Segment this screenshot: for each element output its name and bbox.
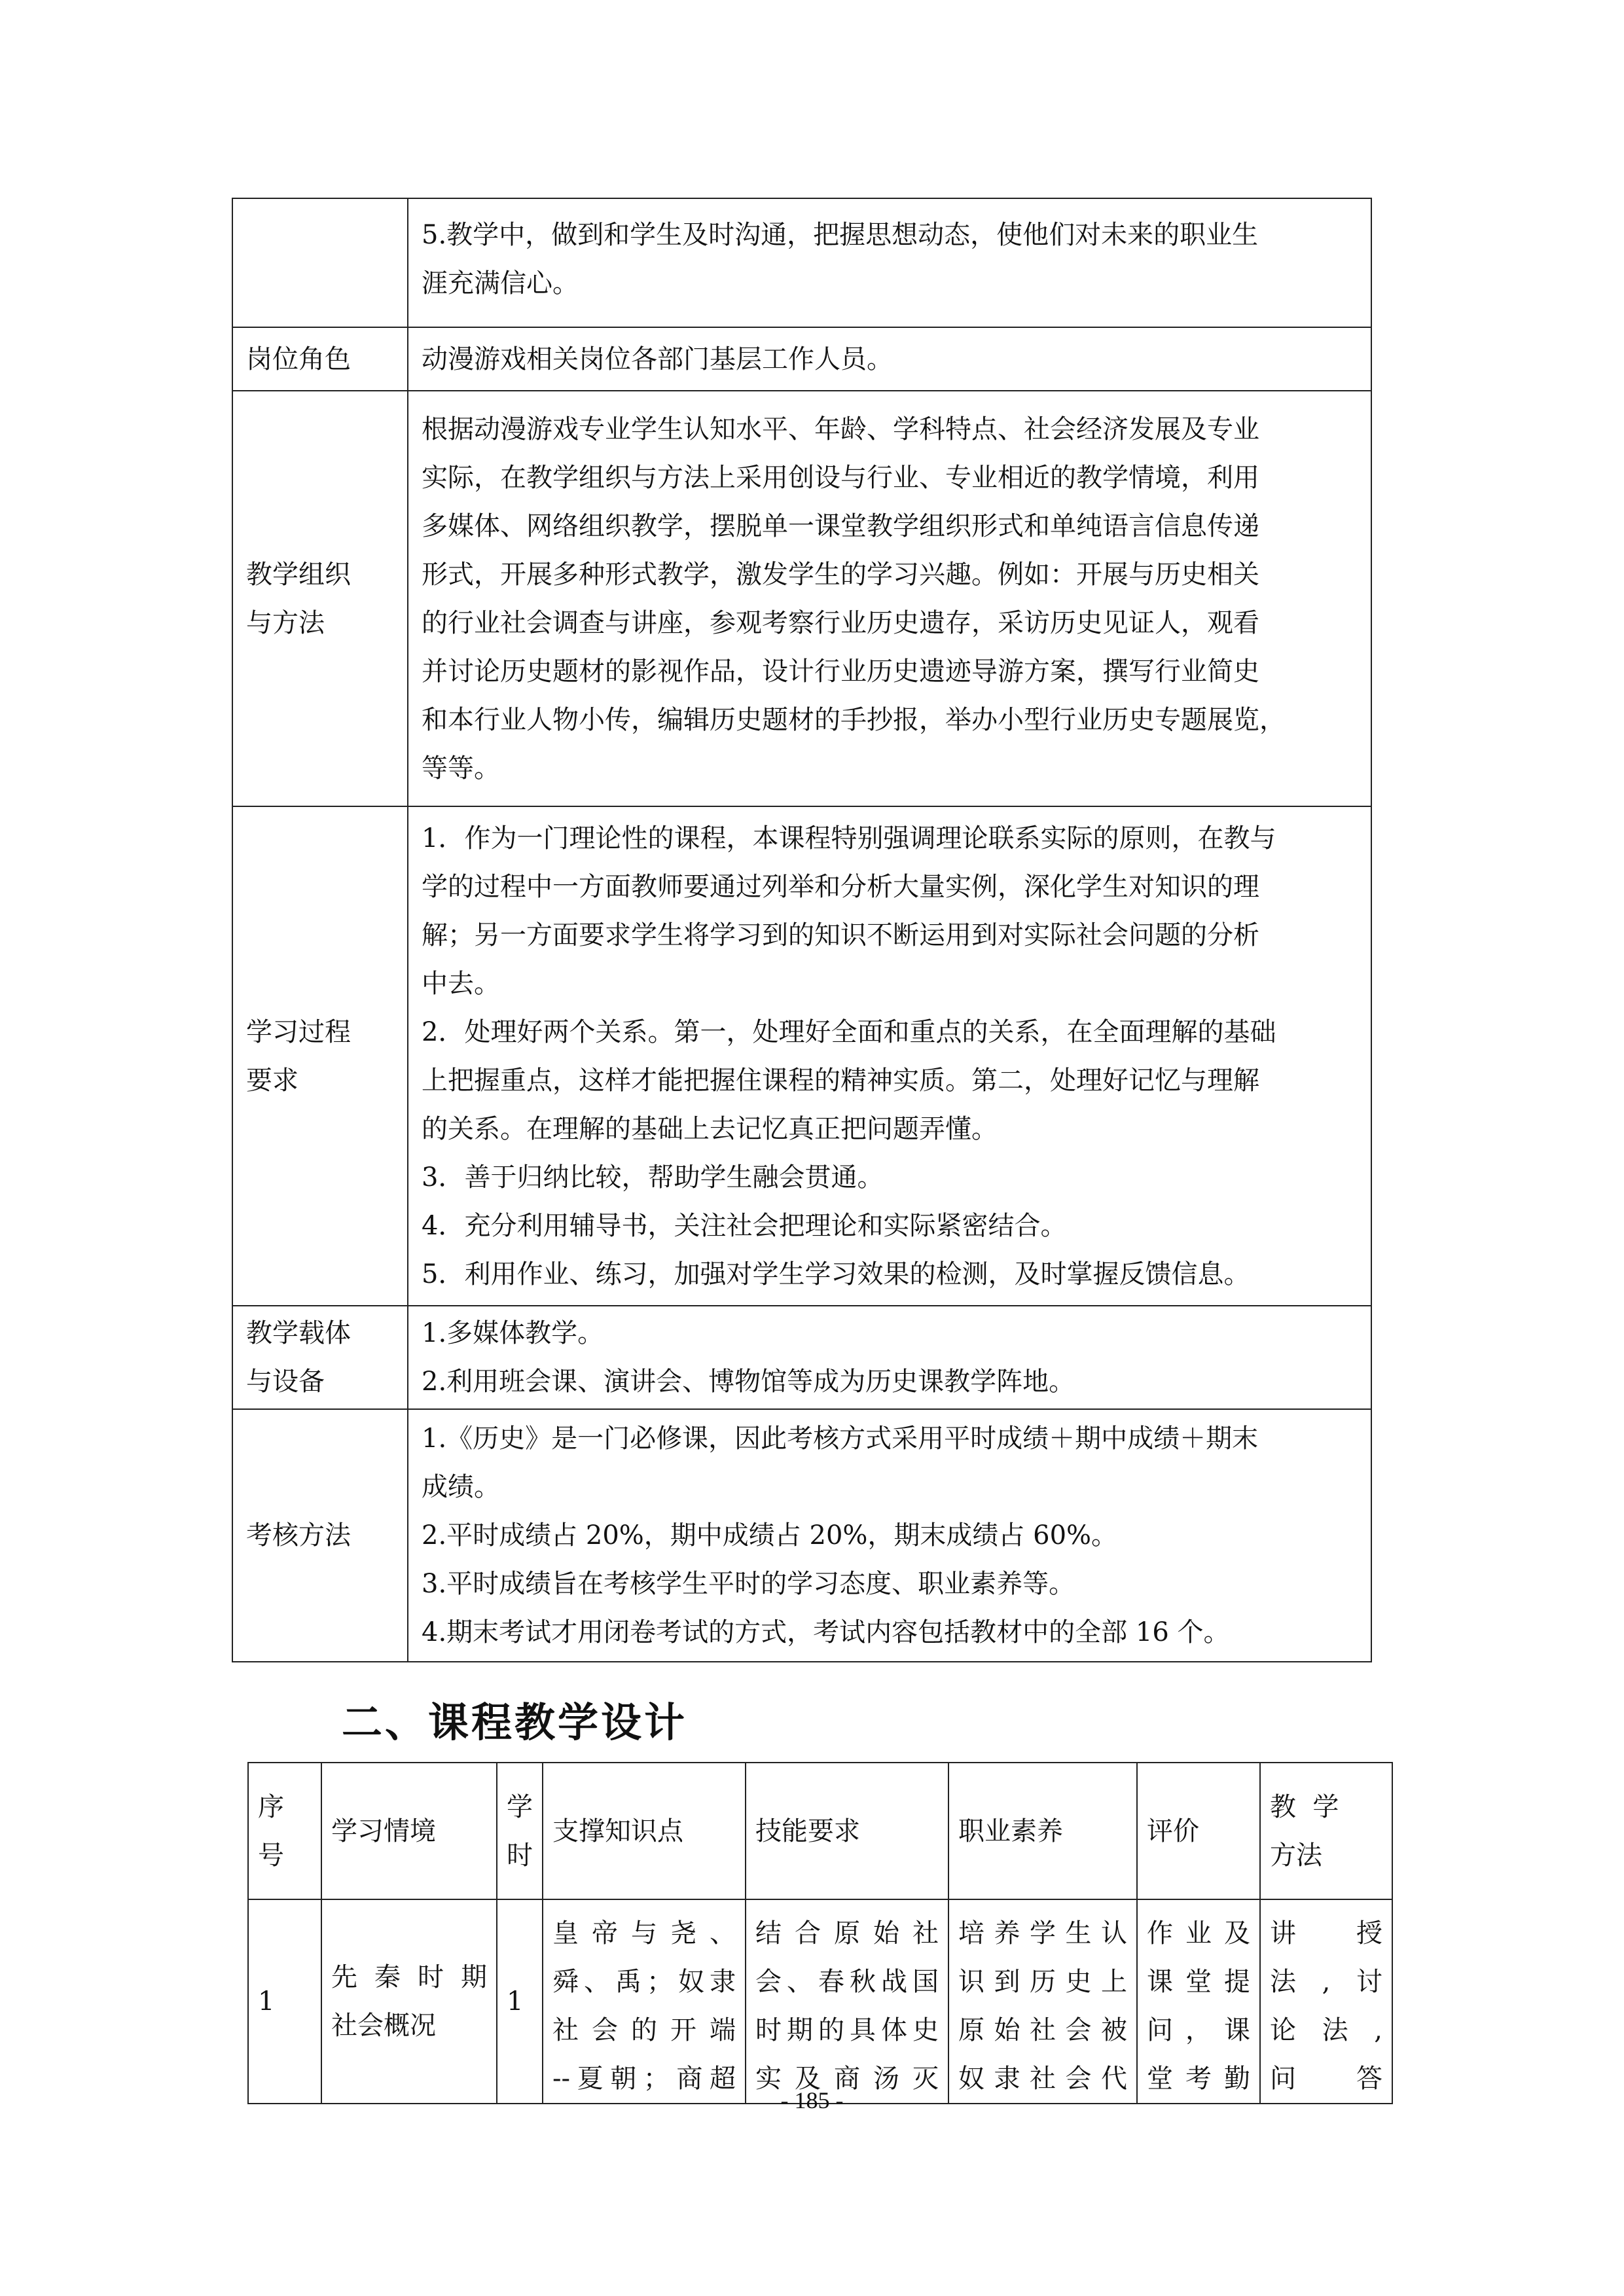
cell-line: 培养学生认: [958, 1918, 1127, 1948]
cell-line: 问，课: [1147, 2015, 1250, 2045]
header-line: 号: [258, 1840, 284, 1871]
cell-quality: [948, 1899, 1137, 2104]
text-line: 的行业社会调查与讲座，参观考察行业历史遗存，采访历史见证人，观看: [422, 607, 1259, 638]
header-line: 学习情境: [331, 1816, 436, 1846]
cell-line: 实 及 商 汤 灭: [755, 2064, 939, 2094]
text-line: 2．处理好两个关系。第一，处理好全面和重点的关系，在全面理解的基础: [422, 1016, 1276, 1047]
header-line: 技能要求: [755, 1816, 860, 1846]
row-label: [232, 1306, 408, 1409]
row-content: [408, 327, 1371, 391]
cell-method: [1260, 1899, 1392, 2104]
header-cell-method: [1260, 1763, 1392, 1899]
text-line: 2.利用班会课、演讲会、博物馆等成为历史课教学阵地。: [422, 1367, 1075, 1397]
row-content: [408, 198, 1371, 327]
header-line: 序: [258, 1791, 284, 1822]
header-cell-evaluation: [1137, 1763, 1260, 1899]
cell-line: 会、春秋战国: [755, 1967, 939, 1997]
cell-line: 皇帝与尧、: [552, 1918, 736, 1948]
cell-line: 法,讨: [1270, 1967, 1382, 1997]
table-row: [248, 1899, 1392, 2104]
cell-skills: [746, 1899, 948, 2104]
text-line: 实际，在教学组织与方法上采用创设与行业、专业相近的教学情境，利用: [422, 462, 1259, 493]
course-info-table: [232, 198, 1372, 1662]
row-label: [232, 198, 408, 327]
row-label: 岗位角色: [232, 327, 408, 391]
label-line: 要求: [246, 1065, 298, 1096]
header-line: 方法: [1270, 1840, 1322, 1871]
text-line: 4．充分利用辅导书，关注社会把理论和实际紧密结合。: [422, 1210, 1067, 1241]
header-line: 评价: [1147, 1816, 1199, 1846]
cell-line: 先 秦 时 期: [331, 1962, 487, 1992]
text-line: 的关系。在理解的基础上去记忆真正把问题弄懂。: [422, 1113, 998, 1144]
label-line: 教学组织: [246, 559, 351, 590]
text-line: 动漫游戏相关岗位各部门基层工作人员。: [422, 344, 893, 374]
cell-line: 论法,: [1270, 2015, 1382, 2045]
cell-line: 时期的具体史: [755, 2015, 939, 2045]
text-line: 涯充满信心。: [422, 268, 579, 298]
cell-no: 1: [248, 1899, 321, 2104]
header-cell-hours: [497, 1763, 543, 1899]
row-label: [232, 391, 408, 806]
row-content: [408, 1306, 1371, 1409]
text-line: 5.教学中，做到和学生及时沟通，把握思想动态，使他们对未来的职业生: [422, 220, 1259, 250]
label-line: 与设备: [246, 1367, 325, 1397]
table-row: [232, 1306, 1371, 1409]
header-cell-skills: [746, 1763, 948, 1899]
page-number: - 185 -: [780, 2087, 844, 2113]
header-cell-situation: [321, 1763, 497, 1899]
label-line: 学习过程: [246, 1016, 351, 1047]
cell-line: 讲 授: [1270, 1918, 1382, 1948]
text-line: 等等。: [422, 753, 500, 783]
text-line: 和本行业人物小传，编辑历史题材的手抄报，举办小型行业历史专题展览，: [422, 704, 1286, 735]
section-heading: 二、课程教学设计: [342, 1698, 688, 1746]
cell-line: 社 会 的 开 端: [552, 2015, 736, 2045]
header-line: 教 学: [1270, 1791, 1339, 1822]
label-line: 与方法: [246, 607, 325, 638]
cell-line: 结 合 原 始 社: [755, 1918, 939, 1948]
row-content: [408, 806, 1371, 1306]
header-line: 学: [507, 1791, 533, 1822]
cell-line: 识到历史上: [958, 1967, 1127, 1997]
row-label: 考核方法: [232, 1409, 408, 1662]
row-content: [408, 391, 1371, 806]
text-line: 上把握重点，这样才能把握住课程的精神实质。第二，处理好记忆与理解: [422, 1065, 1259, 1096]
text-line: 解；另一方面要求学生将学习到的知识不断运用到对实际社会问题的分析: [422, 920, 1259, 950]
cell-line: 原始社会被: [958, 2015, 1127, 2045]
text-line: 4.期末考试才用闭卷考试的方式，考试内容包括教材中的全部 16 个。: [422, 1617, 1230, 1647]
text-line: 多媒体、网络组织教学，摆脱单一课堂教学组织形式和单纯语言信息传递: [422, 511, 1259, 541]
text-line: 形式，开展多种形式教学，激发学生的学习兴趣。例如：开展与历史相关: [422, 559, 1259, 590]
text-line: 并讨论历史题材的影视作品，设计行业历史遗迹导游方案，撰写行业简史: [422, 656, 1259, 687]
text-line: 1．作为一门理论性的课程，本课程特别强调理论联系实际的原则，在教与: [422, 823, 1276, 853]
text-line: 3.平时成绩旨在考核学生平时的学习态度、职业素养等。: [422, 1569, 1075, 1599]
cell-line: 课堂提: [1147, 1967, 1250, 1997]
header-cell-no: [248, 1763, 321, 1899]
table-row: [232, 806, 1371, 1306]
row-content: [408, 1409, 1371, 1662]
cell-hours: 1: [497, 1899, 543, 2104]
header-cell-quality: [948, 1763, 1137, 1899]
cell-evaluation: [1137, 1899, 1260, 2104]
cell-line: 作业及: [1147, 1918, 1250, 1948]
header-row: [248, 1763, 1392, 1899]
cell-line: 堂考勤: [1147, 2064, 1250, 2094]
text-line: 成绩。: [422, 1472, 500, 1502]
cell-knowledge: [543, 1899, 746, 2104]
header-cell-knowledge: [543, 1763, 746, 1899]
table-row: [232, 1409, 1371, 1662]
text-line: 2.平时成绩占 20%，期中成绩占 20%，期末成绩占 60%。: [422, 1520, 1118, 1551]
cell-line: 奴 隶 社 会 代: [958, 2064, 1127, 2094]
header-line: 支撑知识点: [552, 1816, 683, 1846]
header-line: 时: [507, 1840, 533, 1871]
table-row: [232, 391, 1371, 806]
row-label: [232, 806, 408, 1306]
text-line: 1.《历史》是一门必修课，因此考核方式采用平时成绩＋期中成绩＋期末: [422, 1424, 1259, 1454]
course-design-table: [247, 1762, 1393, 2104]
cell-line: 问 答: [1270, 2064, 1382, 2094]
header-line: 职业素养: [958, 1816, 1063, 1846]
cell-line: --夏朝；商超: [552, 2064, 736, 2094]
text-line: 学的过程中一方面教师要通过列举和分析大量实例，深化学生对知识的理: [422, 871, 1259, 902]
cell-situation: [321, 1899, 497, 2104]
text-line: 1.多媒体教学。: [422, 1318, 604, 1348]
text-line: 中去。: [422, 968, 500, 999]
text-line: 根据动漫游戏专业学生认知水平、年龄、学科特点、社会经济发展及专业: [422, 414, 1259, 444]
cell-line: 社会概况: [331, 2011, 436, 2041]
text-line: 5．利用作业、练习，加强对学生学习效果的检测，及时掌握反馈信息。: [422, 1259, 1250, 1289]
text-line: 3．善于归纳比较，帮助学生融会贯通。: [422, 1162, 884, 1193]
label-line: 教学载体: [246, 1318, 351, 1348]
table-row: [232, 327, 1371, 391]
cell-line: 舜、禹；奴隶: [552, 1967, 736, 1997]
table-row: [232, 198, 1371, 327]
